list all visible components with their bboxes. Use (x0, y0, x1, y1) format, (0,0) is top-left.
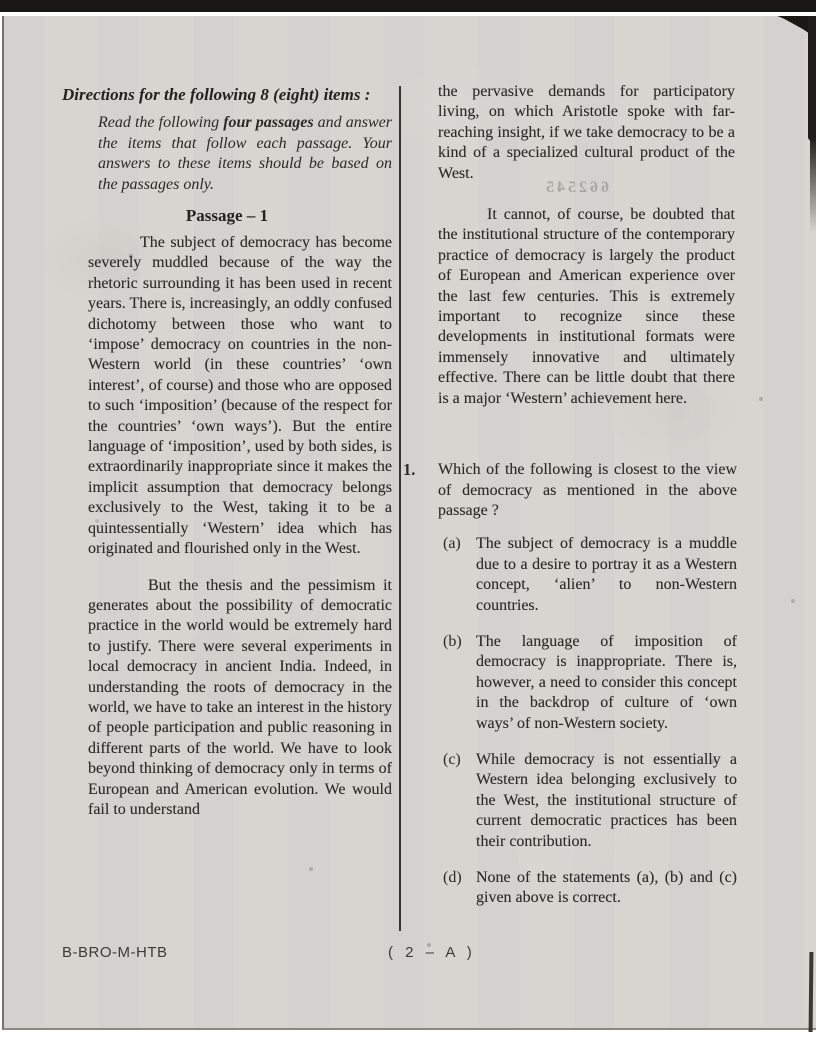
option-b-text: The language of imposition of democracy is inappropriate. There is, however, a need to consider this concept in the backdrop of culture of ‘own ways’ of non-Western society. (476, 632, 737, 732)
option-b (443, 632, 737, 734)
question-stem: Which of the following is closest to the view of democracy as mentioned in the above passage ? (438, 461, 737, 519)
scan-border-top (0, 0, 816, 12)
directions-text-bold: four passages (223, 114, 314, 131)
directions-text (98, 113, 392, 195)
options-list (443, 534, 737, 909)
option-d-label: (d) (443, 869, 462, 886)
right-column (403, 82, 737, 925)
scan-specks (0, 0, 2, 2)
passage-paragraph-3: the pervasive demands for participatory living, on which Aristotle spoke with far-reaching insight, if we take democracy to be a kind of a specialized cultural product of the West. (438, 83, 735, 182)
directions-heading: Directions for the following 8 (eight) items : (62, 85, 371, 104)
scan-edge-artifact (809, 952, 814, 1032)
option-a-label: (a) (443, 535, 461, 553)
passage-paragraph-4: It cannot, of course, be doubted that the institutional structure of the contemporary practice of democracy is largely the product of European and American experience over the last few centuries. This is extremely important to recognize since these developments in institutional formats were immensely innovative and ultimately effective. There can be little doubt that there is a major ‘Western’ achievement here. (438, 206, 735, 407)
left-column (62, 84, 392, 820)
option-a-text: The subject of democracy is a muddle due to a desire to portray it as a Western concept, ‘alien’ to non-Western countries. (476, 535, 737, 614)
passage-paragraph-2: But the thesis and the pessimism it generates about the possibility of democratic practice in the world would be extremely hard to justify. There were several experiments in local democracy in ancient India. Indeed, in understanding the roots of democracy in the world, we have to take an interest in the history of people participation and public reasoning in different parts of the world. We have to look beyond thinking of democracy only in terms of European and American evolution. We would fail to understand (88, 576, 392, 818)
question-1 (403, 460, 737, 521)
option-d-text: None of the statements (a), (b) and (c) given above is correct. (476, 869, 737, 907)
option-a (443, 534, 737, 616)
scan-edge-artifact (808, 16, 816, 141)
option-c-text: While democracy is not essentially a Western idea belonging exclusively to the West, the institutional structure of current democratic practices has been their contribution. (476, 750, 737, 850)
column-divider (399, 86, 401, 931)
passage-title: Passage – 1 (185, 206, 269, 225)
option-c (443, 750, 737, 852)
option-c-label: (c) (443, 750, 461, 768)
question-number: 1. (403, 460, 416, 480)
passage-paragraph-1: The subject of democracy has become severely muddled because of the way the rhetoric surrounding it has been used in recent years. There is, increasingly, an oddly confused dichotomy between those who want to ‘impose’ democracy on countries in the non-Western world (in these countries’ ‘own interest’, of course) and those who are opposed to such ‘imposition’ (because of the respect for the countries’ ‘own ways’). But the entire language of ‘imposition’, used by both sides, is extraordinarily inappropriate since it makes the implicit assumption that democracy belongs exclusively to the West, taking it to be a quintessentially ‘Western’ idea which has originated and flourished only in the West. (88, 234, 392, 558)
scan-edge-artifact (810, 138, 816, 233)
showthrough-number: 662545 (543, 179, 609, 196)
directions-text-pre: Read the following (98, 114, 224, 131)
directions-text-post: and answer the items that follow each passage. Your answers to these items should be based on the passages only. (98, 114, 392, 193)
option-b-label: (b) (443, 632, 462, 650)
footer-booklet-code: B-BRO-M-HTB (62, 944, 168, 961)
footer-page-number: ( 2 – A ) (388, 944, 476, 961)
option-d (443, 868, 737, 909)
